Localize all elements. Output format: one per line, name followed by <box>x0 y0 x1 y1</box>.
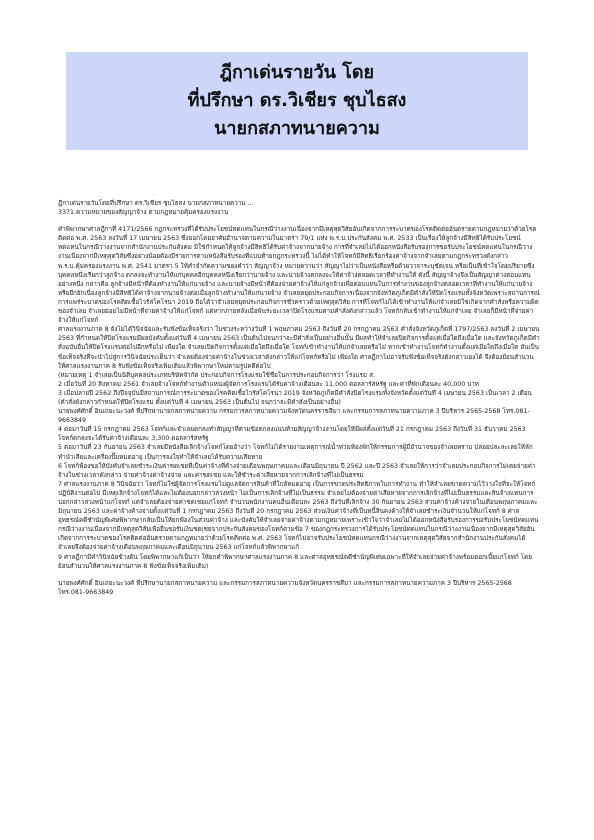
title-line-1: ฎีกาเด่นรายวัน โดย <box>219 62 375 83</box>
paragraph: 7 ศาลแรงงานภาค 8 วินิจฉัยว่า โจทก์ไม่ใช่ผู้จัดการโรงแรมไม่ดูแลจัดการสินค้าที่ใกล้หมดอายุ เป็นการขาดประสิทธิภาพในการทำงาน ทำให้จำเลยขาดความไว้วางใจที่จะให้โจทก์ปฏิบัติงานต่อไป มีเหตุเลิกจ้างโจทก์ได้และไม่ต้องบอกกล่าวล่วงหน้า ไม่เป็นการเลิกจ้างที่ไม่เป็นธรรม จำเลยไม่ต้องจ่ายค่าเสียหายจากการเลิกจ้างที่ไม่เป็นธรรมและสินจ้างแทนการบอกกล่าวล่วงหน้าแก่โจทก์ แต่จำเลยต้องจ่ายค่าชดเชยแก่โจทก์ จำนวนพนักงานคนอื่นเดือนละ 2563 ถึงวันที่เลิกจ้าง 30 กันยายน 2563 ส่วนค่าจ้างค้างจ่ายในเดือนพฤษภาคมและมิถุนายน 2563 และค่าจ้างค้างจ่ายตั้งแต่วันที่ 1 กรกฎาคม 2563 ถึงวันที่ 20 กรกฎาคม 2563 ส่วนเงินค่าจ้างที่เป็นหนี้สินคงค้างให้จำเลยชำระเงินจำนวนให้แก่โจทก์ 8 ศาลอุทธรณ์คดีชำนัญพิเศษพิพากษากลับเป็นให้ยกฟ้องในส่วนค่าจ้าง และบังคับให้จำเลยจ่ายค่าจ้างตามกฎหมายเพราะเข้าใจว่าจำเลยไม่ได้ออกหนังสือรับรองการขอรับประโยชน์ทดแทนกรณีว่างงานเนื่องจากมีเหตุสุดวิสัยเพื่อยื่นขอรับเงินชดเชยจากประกันสังคมของโจทก์ตามข้อ 7 ของกฎกระทรวงการได้รับประโยชน์ทดแทนในกรณีว่างงานเนื่องจากมีเหตุสุดวิสัยอันเกิดจากการระบาดของโรคติดต่ออันตรายตามกฎหมายว่าด้วยโรคติดต่อ พ.ศ. 2563 โจทก์ไม่อาจรับประโยชน์ทดแทนกรณีว่างงานจากเหตุสุดวิสัยจากสำนักงานประกันสังคมได้ จำเลยจึงต้องจ่ายค่าจ้างเดือนพฤษภาคมและเดือนมิถุนายน 2563 แก่โจทก์แล้วพิพากษาแก้ <box>58 480 539 552</box>
paragraph: 3 เมื่อปลายปี 2562 ถึงปีจจุบันมีสถานการณ์การระบาดของโรคติดเชื้อไวรัสโคโรนา 2019 จังหวัดภูเก็ตมีคำสั่งปิดโรงแรมทั้งจังหวัดตั้งแต่วันที่ 4 เมษายน 2563 เป็นเวลา 2 เดือน (คำสั่งดังกล่าวกำหนดให้ปิดโรงแรม ตั้งแต่วันที่ 4 เมษายน 2563 เป็นต้นไป จนกว่าจะมีคำสั่งเป็นอย่างอื่น) <box>58 389 532 406</box>
title-line-2: ที่ปรึกษา ดร.วิเชียร ชุบไธสง <box>187 90 407 111</box>
intro-line-1: ฎีกาเด่นรายวันโดยที่ปรึกษา ดร.วิเชียร ชุบไธสง นายกสภาทนายความ ... <box>58 200 254 207</box>
paragraph: ศาลแรงงานภาค 8 ยังไม่ได้วินิจฉัยและรับฟังข้อเท็จจริงว่า ในช่วงระหว่างวันที่ 1 พฤษภาคม 2563 ถึงวันที่ 20 กรกฎาคม 2563 คำสั่งจังหวัดภูเก็ตที่ 1797/2563 ลงวันที่ 2 เมษายน 2563 ที่กำหนดให้ปิดโรงแรมมีผลบังคับตั้งแต่วันที่ 4 เมษายน 2563 เป็นต้นไปจนกว่าจะมีคำสั่งเป็นอย่างอื่นนั้น มีผลทำให้จำเลยปิดกิจการตั้งแต่เมื่อใดถึงเมื่อใด และจังหวัดภูเก็ตมีคำสั่งฉบับอื่นให้ปิดโรงแรมต่อไปอีกหรือไม่ เพียงใด จำเลยเปิดกิจการตั้งแต่เมื่อใดถึงเมื่อใด โจทก์เข้าทำงานให้แก่จำเลยหรือไม่ หากเข้าทำงานโจทก์ทำงานตั้งแต่เมื่อใดถึงเมื่อใด อันเป็นข้อเท็จจริงที่จะนำไปสู่การวินิจฉัยประเด็นว่า จำเลยต้องจ่ายค่าจ้างในช่วงเวลาดังกล่าวให้แก่โจทก์หรือไม่ เพียงใด ศาลฎีกาไม่อาจรับฟังข้อเท็จจริงดังกล่าวเองได้ จึงต้องย้อนสำนวนให้ศาลแรงงานภาค 8 รับฟังข้อเท็จจริงเพิ่มเติมแล้วพิพากษาใหม่ตามรูปคดีต่อไป <box>58 326 540 370</box>
paragraph: 2 เมื่อวันที่ 20 สิงหาคม 2561 จำเลยจ้างโจทก์ทำงานตำแหน่งผู้จัดการโรงแรมได้รับค่าจ้างเดือนละ 11,000 ดอลลาร์สหรัฐ และค่าที่พักเดือนละ 40,000 บาท <box>58 380 479 388</box>
paragraph: 5 ต่อมาวันที่ 23 กันยายน 2563 จำเลยมีหนังสือเลิกจ้างโจทก์โดยอ้างว่า โจทก์ไม่ได้รายงานเหตุการณ์น้ำท่วมห้องพักให้กรรมการผู้มีอำนาจของจำเลยทราบ ปล่อยปละละเลยให้ลักทำนำเสียและเครื่องปั๊มหมดอายุ เป็นการจงใจทำให้จำเลยได้รับความเสียหาย <box>58 444 533 461</box>
intro-line-2: 3371.ความหมายของสัญญาจ้าง ตามกฎหมายคุ้มครองแรงงาน <box>58 209 229 217</box>
paragraph: 9 ศาลฎีกามีคำวินิจฉัยข้างต้น โดยพิพากษาแก้เป็นว่า ให้ยกคำพิพากษาศาลแรงงานภาค 8 และศาลอุทธรณ์คดีชำนัญพิเศษเฉพาะที่ให้จำเลยจ่ายค่าจ้างพร้อมดอกเบี้ยแก่โจทก์ โดยย้อนสำนวนให้ศาลแรงงานภาค 8 ฟังข้อเท็จจริงเพิ่มเติม) <box>58 553 532 570</box>
paragraph: 6 โจทก์ฟ้องขอให้บังคับจำเลยชำระเงินค่าชดเชยที่เป็นค่าจ้างที่ค้างจ่ายเดือนพฤษภาคมและเดือนมิถุนายน ปี 2562 และปี 2563 จำเลยให้การว่าจำเลยประกอบกิจการไม่เคยจ่ายค่าจ้างในช่วงเวลาดังกล่าว จ่ายค่าจ้างค่าจ้างจ่าย และค่าชดเชย และให้ชำระค่าเสียหายจากการเลิกจ้างที่ไม่เป็นธรรม <box>58 462 536 479</box>
paragraph: พ.ร.บ.คุ้มครองแรงงาน พ.ศ. 2541 มาตรา 5 ให้คำจำกัดความของคำว่า สัญญาจ้าง หมายความว่า สัญญาไม่ว่าเป็นหนังสือหรือด้วยวาจาระบุชัดเจน หรือเป็นที่เข้าใจโดยปริยายซึ่งบุคคลหนึ่งเรียกว่าลูกจ้าง ตกลงจะทำงานให้แก่บุคคลอีกบุคคลหนึ่งเรียกว่านายจ้าง และนายจ้างตกลงจะให้ค่าจ้างตลอดเวลาที่ทำงานให้ ดังนี้ สัญญาจ้างจึงเป็นสัญญาต่างตอบแทนอย่างหนึ่ง กล่าวคือ ลูกจ้างมีหน้าที่ต้องทำงานให้แก่นายจ้าง และนายจ้างมีหน้าที่ต้องจ่ายค่าจ้างให้แก่ลูกจ้างเพื่อตอบแทนในการทำงานของลูกจ้างตลอดเวลาที่ทำงานให้แก่นายจ้าง หรือยึกยักเนื่องลูกจ้างมีสิทธิได้ค่าจ้างจากนายจ้างต่อเมื่อลูกจ้างทำงานให้แก่นายจ้าง จำเลยหยุดประกอบกิจการเนื่องจากจังหวัดภูเก็ตมีคำสั่งให้ปิดโรงแรมทั้งจังหวัดเพราะสถานการณ์การแพร่ระบาดของโรคติดเชื้อไวรัสโคโรนา 2019 ถือได้ว่าจำเลยหยุดประกอบกิจการชั่วคราวด้วยเหตุสุดวิสัย การที่โจทก์ไม่ได้เข้าทำงานให้แก่จำเลยมิใช่เกิดจากคำสั่งหรือความผิดของจำเลย จำเลยย่อมไม่มีหน้าที่จ่ายค่าจ้างให้แก่โจทก์ แต่หากภายหลังเมื่อพ้นระยะเวลาปิดโรงแรมตามคำสั่งดังกล่าวแล้ว โจทก์กลับเข้าทำงานให้แก่จำเลย จำเลยก็มีหน้าที่จ่ายค่าจ้างให้แก่โจทก์ <box>58 262 540 325</box>
title-line-3: นายกสภาทนายความ <box>214 118 380 139</box>
title-banner <box>66 52 528 150</box>
spacer <box>58 217 540 225</box>
spacer <box>58 571 540 579</box>
article-body <box>58 199 540 597</box>
paragraph: นายพงศ์ศักดิ์ อินเถยะนะวงศ์ ที่ปรึกษานายกสภาทนายความ กรรมการสภาทนายความจังหวัดนครราชสีมา และกรรมการสภาทนายความภาค 3 ปีบริหาร 2565-2568 โทร.081-9663849 <box>58 408 530 425</box>
paragraph: 4 ต่อมาวันที่ 15 กรกฎาคม 2563 โจทก์และจำเลยตกลงทำสัญญาที่ตามข้อตกลงแนบท้ายสัญญาจ้างงานโดยให้มีผลตั้งแต่วันที่ 21 กรกฎาคม 2563 ถึงวันที่ 31 ธันวาคม 2563 โจทก์ตกลงจะได้รับค่าจ้างเดือนละ 3,300 ดอลลาร์สหรัฐ <box>58 426 526 443</box>
paragraph: คำพิพากษาศาลฎีกาที่ 4171/2566 กฎกระทรวงที่ได้รับประโยชน์ทดแทนในกรณีว่างงานเนื่องจากมีเหตุสุดวิสัยอันเกิดจากการระบาดของโรคติดต่ออันตรายตามกฎหมายว่าด้วยโรคติดต่อ พ.ศ. 2563 ลงวันที่ 17 เมษายน 2563 ซึ่งออกโดยอาศัยอำนาจตามความในมาตรา 79/1 แห่ง พ.ร.บ.ประกันสังคม พ.ศ. 2533 เป็นเรื่องให้ลูกจ้างมีสิทธิได้รับประโยชน์ทดแทนในกรณีว่างงานจากสำนักงานประกันสังคม มิใช่กำหนดให้ลูกจ้างมีสิทธิได้รับค่าจ้างจากนายจ้าง การที่จำเลยไม่ได้ออกหนังสือรับรองการขอรับประโยชน์ทดแทนในกรณีว่างงานเนื่องจากมีเหตุสุดวิสัยซึ่งอย่างน้อยต้องมีรายการตามหนังสือรับรองที่แบบท้ายกฎกระทรวงนี้ ไม่ได้ทำให้โจทก์มีสิทธิเรียกร้องค่าจ้างจากจำเลยตามกฎกระทรวงดังกล่าว <box>58 226 537 261</box>
footer-signature: นายพงศ์ศักดิ์ อินเถยะนะวงศ์ ที่ปรึกษานายกสภาทนายความ และกรรมการสภาทนายความจังหวัดนครราชสีมา และกรรมการสภาทนายความภาค 3 ปีบริหาร 2565-2568 โทร.081-9663849 <box>58 579 512 596</box>
paragraph: (หมายเหตุ 1 จำเลยเป็นนิติบุคคลประเภทบริษัทจำกัด ประกอบกิจการโรงแรมใช้ชื่อในการประกอบกิจการว่า โรงแรม ส. <box>58 371 375 379</box>
